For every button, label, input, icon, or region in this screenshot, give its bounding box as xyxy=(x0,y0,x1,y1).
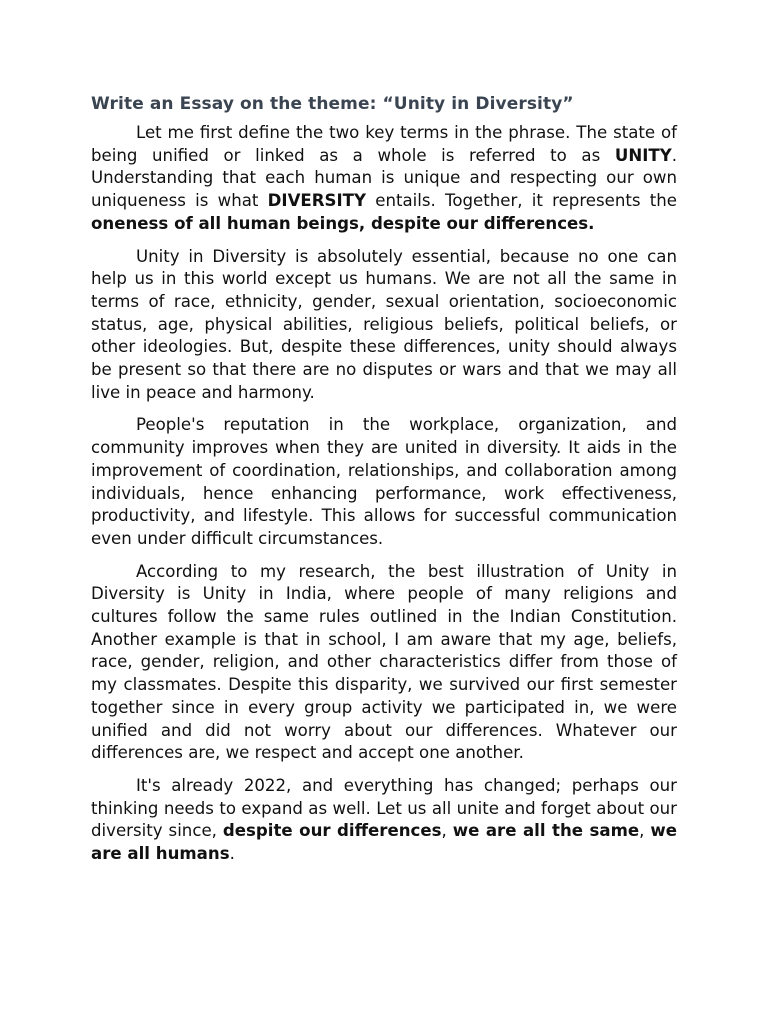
bold-text: despite our differences xyxy=(222,821,442,841)
paragraph-text: . xyxy=(229,844,235,864)
essay-paragraph xyxy=(91,561,677,765)
paragraph-text: , xyxy=(639,821,651,841)
essay-paragraph xyxy=(91,246,677,405)
essay-body xyxy=(91,122,677,866)
paragraph-text: People's reputation in the workplace, organization, and community improves when they are united in diversity. It aids in the improvement of coordination, relationships, and collaboration among individuals, hence enhancing performance, work effectiveness, productivity, and lifestyle. This allows for successful communication even under difficult circumstances. xyxy=(91,415,677,548)
paragraph-text: It's already 2022, and everything has changed; perhaps our thinking needs to expand as well. Let us all unite and forget about our diversity since, xyxy=(91,775,677,841)
bold-text: oneness of all human beings, despite our differences. xyxy=(91,213,595,233)
paragraph-text: . Understanding that each human is unique and respecting our own uniqueness is what xyxy=(91,145,677,211)
bold-text: UNITY xyxy=(614,145,672,165)
essay-paragraph xyxy=(91,414,677,550)
bold-text: we are all humans xyxy=(91,821,677,864)
paragraph-text: Unity in Diversity is absolutely essential, because no one can help us in this world except us humans. We are not all the same in terms of race, ethnicity, gender, sexual orientation, socioeconomic status, age, physical abilities, religious beliefs, political beliefs, or other ideologies. But, despite these differences, unity should always be present so that there are no disputes or wars and that we may all live in peace and harmony. xyxy=(91,246,677,402)
paragraph-text: , xyxy=(441,821,453,841)
essay-paragraph xyxy=(91,122,677,236)
paragraph-text: Let me first define the two key terms in the phrase. The state of being unified or linked as a whole is referred to as xyxy=(91,123,677,165)
paragraph-text: entails. Together, it represents the xyxy=(366,191,677,211)
bold-text: DIVERSITY xyxy=(267,191,367,211)
paragraph-text: According to my research, the best illustration of Unity in Diversity is Unity in India, where people of many religions and cultures follow the same rules outlined in the Indian Constitution. Another example is that in school, I am aware that my age, beliefs, race, gender, religion, and other characteristics differ from those of my classmates. Despite this disparity, we survived our first semester together since in every group activity we participated in, we were unified and did not worry about our differences. Whatever our differences are, we respect and accept one another. xyxy=(91,561,677,763)
essay-paragraph xyxy=(91,775,677,866)
essay-title: Write an Essay on the theme: “Unity in Diversity” xyxy=(91,94,574,114)
bold-text: we are all the same xyxy=(452,821,640,841)
